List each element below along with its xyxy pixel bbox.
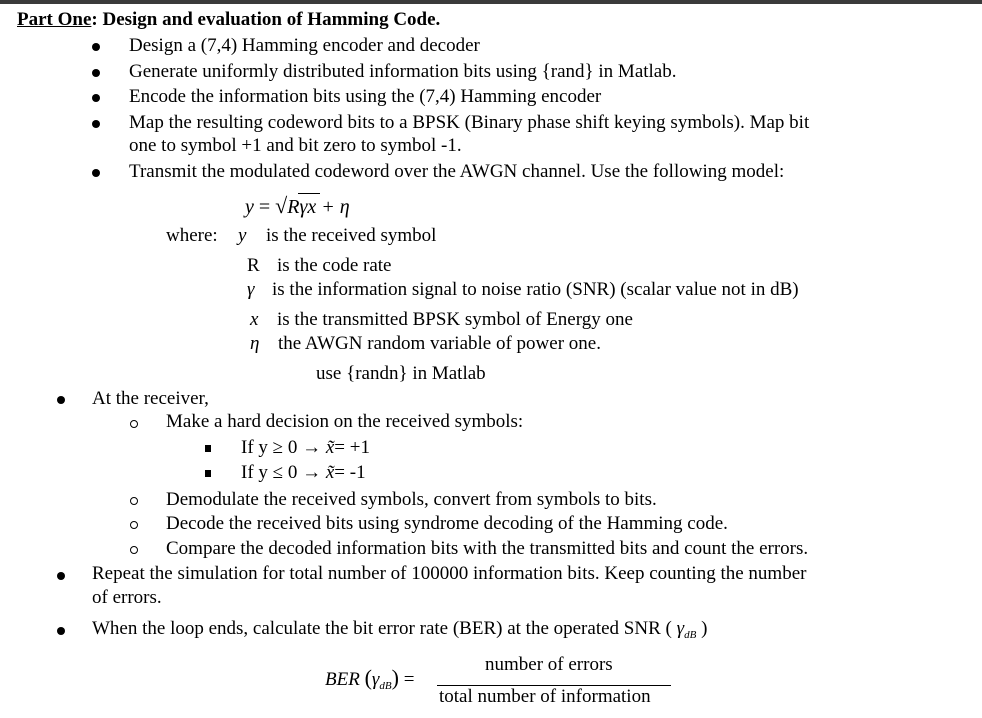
- ber-intro-text: When the loop ends, calculate the bit error rate (BER) at the operated SNR (: [92, 618, 672, 639]
- circle-bullet-icon: [130, 420, 138, 428]
- ber-equals: =: [403, 669, 415, 690]
- circle-bullet-icon: [130, 546, 138, 554]
- eq-rest: x + η: [307, 196, 350, 218]
- paren-close: ): [391, 665, 399, 690]
- eq-y: y: [245, 196, 254, 218]
- bullet-icon: [92, 43, 100, 51]
- task-item: Design a (7,4) Hamming encoder and decoder: [129, 35, 480, 56]
- part-label: Part One: [17, 9, 92, 30]
- def-text: is the information signal to noise ratio (SNR) (scalar value not in dB): [272, 279, 799, 300]
- ber-formula-sub: dB: [379, 680, 392, 692]
- repeat-text: Repeat the simulation for total number of 100000 information bits. Keep counting the number: [92, 563, 807, 584]
- ber-close-paren: ): [701, 618, 708, 639]
- sqrt-overline: [298, 193, 320, 194]
- eq-radicand: Rγ: [287, 196, 308, 218]
- hard-decision-text: Make a hard decision on the received symbols:: [166, 411, 524, 432]
- ber-numerator: number of errors: [485, 654, 613, 675]
- ber-intro: [92, 618, 707, 646]
- square-bullet-icon: [205, 470, 211, 477]
- rule-condition: If y ≤ 0: [241, 462, 298, 483]
- repeat-text-continuation: of errors.: [92, 587, 162, 608]
- task-item: Generate uniformly distributed information bits using {rand} in Matlab.: [129, 61, 677, 82]
- bullet-icon: [57, 572, 65, 580]
- ber-formula-lhs: [325, 667, 414, 697]
- task-item-continuation: one to symbol +1 and bit zero to symbol -1.: [129, 135, 462, 156]
- heading-colon: :: [91, 9, 98, 30]
- sqrt-icon: √: [275, 193, 288, 218]
- ber-gamma-sub: dB: [684, 629, 697, 641]
- where-label: where:: [166, 225, 218, 246]
- paren-open: (: [364, 665, 372, 690]
- receiver-step: Demodulate the received symbols, convert from symbols to bits.: [166, 489, 657, 510]
- ber-gamma: γ: [676, 618, 685, 639]
- bullet-icon: [57, 627, 65, 635]
- bullet-icon: [92, 169, 100, 177]
- def-symbol: y: [238, 225, 247, 246]
- randn-note: use {randn} in Matlab: [316, 363, 486, 384]
- top-border: [0, 0, 982, 4]
- ber-formula-gamma: γ: [371, 669, 380, 690]
- ber-label: BER: [325, 669, 360, 690]
- arrow-icon: →: [302, 462, 322, 483]
- receiver-step: Compare the decoded information bits with the transmitted bits and count the errors.: [166, 538, 809, 559]
- rule-xtilde: x̃: [325, 462, 335, 483]
- rule-value: = +1: [334, 437, 370, 458]
- def-symbol: R: [247, 255, 260, 276]
- def-text: the AWGN random variable of power one.: [278, 333, 601, 354]
- def-symbol: η: [250, 333, 260, 354]
- rule-condition: If y ≥ 0: [241, 437, 298, 458]
- model-equation: [245, 195, 350, 218]
- def-text: is the received symbol: [266, 225, 437, 246]
- page-title: [17, 9, 440, 31]
- bullet-icon: [92, 69, 100, 77]
- task-item: Transmit the modulated codeword over the AWGN channel. Use the following model:: [129, 161, 785, 182]
- decision-rule: [241, 437, 370, 459]
- part-title: Design and evaluation of Hamming Code.: [102, 9, 441, 30]
- rule-value: = -1: [334, 462, 366, 483]
- decision-rule: [241, 462, 366, 484]
- bullet-icon: [92, 94, 100, 102]
- eq-equals: =: [258, 196, 271, 218]
- def-symbol: x: [250, 309, 259, 330]
- circle-bullet-icon: [130, 521, 138, 529]
- ber-denominator: total number of information: [439, 686, 651, 707]
- def-text: is the transmitted BPSK symbol of Energy one: [277, 309, 633, 330]
- arrow-icon: →: [302, 437, 322, 458]
- def-symbol: γ: [247, 279, 255, 300]
- circle-bullet-icon: [130, 497, 138, 505]
- square-bullet-icon: [205, 445, 211, 452]
- task-item: Map the resulting codeword bits to a BPSK (Binary phase shift keying symbols). Map bit: [129, 112, 810, 133]
- rule-xtilde: x̃: [325, 437, 335, 458]
- bullet-icon: [57, 396, 65, 404]
- receiver-step: Decode the received bits using syndrome decoding of the Hamming code.: [166, 513, 728, 534]
- receiver-title: At the receiver,: [92, 388, 209, 409]
- def-text: is the code rate: [277, 255, 392, 276]
- task-item: Encode the information bits using the (7,4) Hamming encoder: [129, 86, 602, 107]
- bullet-icon: [92, 120, 100, 128]
